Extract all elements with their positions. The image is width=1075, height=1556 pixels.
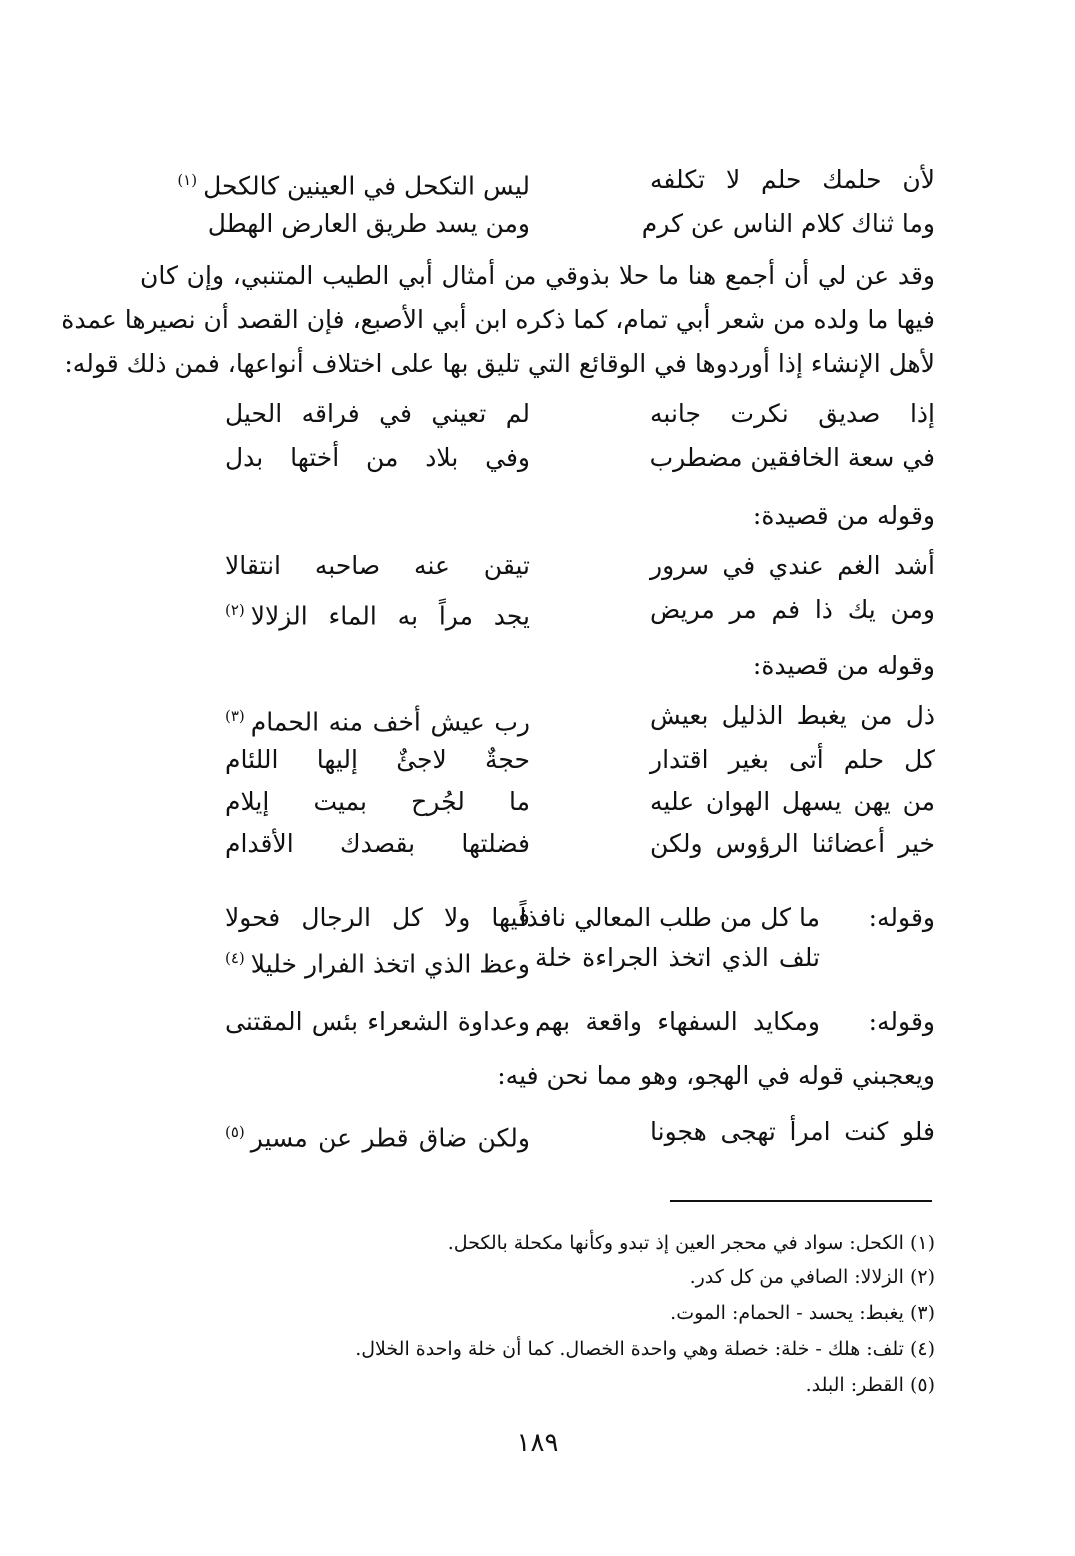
verse-first-hemistich: فلو كنت امرأ تهجى هجونا: [650, 1117, 935, 1146]
section-label: ويعجبني قوله في الهجو، وهو مما نحن فيه:: [497, 1061, 935, 1090]
verse-second-hemistich: ليس التكحل في العينين كالكحل$^{(١)}$: [177, 171, 530, 201]
verse-first-hemistich: خير أعضائنا الرؤوس ولكن: [650, 829, 935, 858]
verse-line: [135, 158, 935, 202]
verse-line: [135, 936, 935, 980]
verse-second-hemistich: رب عيش أخف منه الحمام$^{(٣)}$: [225, 707, 530, 737]
verse-second-hemistich: ما لجُرح بميت إيلام: [225, 787, 530, 816]
verse-line: [135, 1110, 935, 1154]
footnote: (١) الكحل: سواد في محجر العين إذ تبدو وكأنها مكحلة بالكحل.: [447, 1232, 935, 1254]
verse-first-hemistich: أشد الغم عندي في سرور: [650, 551, 935, 580]
section-label: وقوله:: [868, 903, 935, 932]
verse-second-hemistich: فضلتها بقصدك الأقدام: [225, 829, 530, 858]
footnote-ref: (٥): [225, 1123, 245, 1141]
section-label: وقوله من قصيدة:: [752, 501, 935, 530]
verse-line: [135, 392, 935, 436]
footnote-ref: (١): [177, 171, 198, 189]
verse-second-hemistich: لم تعيني في فراقه الحيل: [225, 399, 530, 428]
section-label: وقوله من قصيدة:: [752, 651, 935, 680]
verse-first-hemistich: ذل من يغبط الذليل بعيش: [650, 701, 935, 730]
footnote-ref: (٤): [225, 949, 245, 967]
footnote-ref: (٢): [225, 601, 245, 619]
page-number: ١٨٩: [516, 1428, 559, 1458]
verse-first-hemistich: إذا صديق نكرت جانبه: [650, 399, 935, 428]
verse-line: [135, 780, 935, 824]
footnote-separator: [670, 1200, 932, 1202]
verse-line: [135, 694, 935, 738]
verse-first-hemistich: في سعة الخافقين مضطرب: [649, 443, 935, 472]
verse-second-hemistich: تيقن عنه صاحبه انتقالا: [225, 551, 530, 580]
section-label: وقوله:: [868, 1007, 935, 1036]
verse-first-hemistich: ومكايد السفهاء واقعة بهم: [535, 1007, 820, 1036]
verse-second-hemistich: ومن يسد طريق العارض الهطل: [207, 209, 530, 238]
verse-line: [135, 202, 935, 246]
verse-second-hemistich: وفي بلاد من أختها بدل: [225, 443, 530, 472]
verse-first-hemistich: ما كل من طلب المعالي نافذاً: [519, 903, 820, 932]
verse-line: [135, 1000, 935, 1044]
verse-second-hemistich: وعداوة الشعراء بئس المقتنى: [225, 1007, 530, 1036]
verse-line: [135, 738, 935, 782]
verse-line: [135, 822, 935, 866]
verse-second-hemistich: ولكن ضاق قطر عن مسير$^{(٥)}$: [225, 1123, 530, 1153]
intro-paragraph-line: فيها ما ولده من شعر أبي تمام، كما ذكره ابن أبي الأصبع، فإن القصد أن نصيرها عمدة: [61, 305, 935, 334]
verse-line: [135, 896, 935, 940]
verse-second-hemistich: يجد مراً به الماء الزلالا$^{(٢)}$: [225, 601, 530, 631]
footnote: (٤) تلف: هلك - خلة: خصلة وهي واحدة الخصال. كما أن خلة واحدة الخلال.: [355, 1338, 935, 1360]
verse-first-hemistich: ومن يك ذا فم مر مريض: [650, 595, 935, 624]
verse-second-hemistich: وعظ الذي اتخذ الفرار خليلا$^{(٤)}$: [225, 949, 530, 979]
verse-first-hemistich: تلف الذي اتخذ الجراءة خلة: [535, 943, 820, 972]
verse-line: [135, 588, 935, 632]
verse-first-hemistich: لأن حلمك حلم لا تكلفه: [650, 165, 935, 194]
footnote: (٥) القطر: البلد.: [805, 1374, 935, 1396]
verse-second-hemistich: حجةٌ لاجئٌ إليها اللئام: [225, 745, 530, 774]
footnote-ref: (٣): [225, 707, 245, 725]
verse-line: [135, 544, 935, 588]
verse-first-hemistich: كل حلم أتى بغير اقتدار: [650, 745, 935, 774]
verse-second-hemistich: فيها ولا كل الرجال فحولا: [225, 903, 530, 932]
verse-first-hemistich: وما ثناك كلام الناس عن كرم: [641, 209, 935, 238]
verse-line: [135, 436, 935, 480]
footnote: (٢) الزلالا: الصافي من كل كدر.: [689, 1266, 935, 1288]
verse-first-hemistich: من يهن يسهل الهوان عليه: [650, 787, 935, 816]
intro-paragraph-line: لأهل الإنشاء إذا أوردوها في الوقائع التي تليق بها على اختلاف أنواعها، فمن ذلك قوله:: [64, 349, 935, 378]
intro-paragraph-line: وقد عن لي أن أجمع هنا ما حلا بذوقي من أمثال أبي الطيب المتنبي، وإن كان: [140, 261, 935, 290]
footnote: (٣) يغبط: يحسد - الحمام: الموت.: [670, 1302, 935, 1324]
